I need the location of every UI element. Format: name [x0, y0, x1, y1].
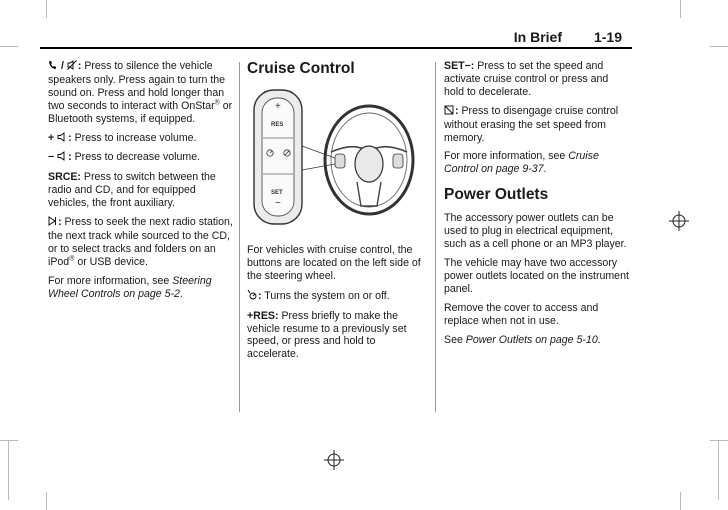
- crop-mark: [680, 0, 681, 18]
- page-number: 1-19: [593, 29, 622, 45]
- crop-mark: [46, 0, 47, 18]
- column-divider: [435, 62, 436, 412]
- seek-paragraph: : Press to seek the next radio station, the next track while sourced to the CD, or to select tracks and folders on an iPod® or USB device.: [48, 216, 233, 268]
- power-paragraph-3: Remove the cover to access and replace when not in use.: [444, 301, 599, 327]
- res-paragraph: +RES: Press briefly to make the vehicle resume to a previously set speed, or press and hold to accelerate.: [247, 309, 407, 361]
- figure-minus-label: −: [275, 198, 281, 209]
- crop-mark: [710, 440, 728, 441]
- speaker-icon: [57, 151, 67, 165]
- more-info-paragraph: For more information, see Cruise Control on page 9-37.: [444, 150, 599, 176]
- crop-mark: [710, 46, 728, 47]
- srce-paragraph: SRCE: Press to switch between the radio and CD, and for equipped vehicles, the front auxiliary.: [48, 171, 216, 210]
- column-middle: [247, 60, 429, 367]
- seek-icon: [48, 216, 57, 230]
- cruise-icon: [247, 289, 257, 304]
- crop-mark: [718, 440, 719, 500]
- cancel-icon: [444, 105, 454, 119]
- page-header: [40, 25, 632, 49]
- mute-icon: [67, 60, 77, 74]
- cruise-control-heading: Cruise Control: [247, 60, 355, 77]
- crop-mark: [8, 440, 9, 500]
- figure-res-label: RES: [271, 122, 284, 128]
- volume-up-paragraph: + : Press to increase volume.: [48, 131, 197, 144]
- crop-mark: [0, 440, 18, 441]
- speaker-icon: [57, 132, 67, 146]
- section-title: In Brief: [513, 29, 562, 45]
- cross-reference-link[interactable]: Cruise Control on page 9-37: [444, 150, 599, 176]
- power-outlets-heading: Power Outlets: [444, 186, 549, 204]
- set-paragraph: SET−: Press to set the speed and activate cruise control or press and hold to decelerate.: [444, 60, 609, 98]
- figure-plus-label: +: [275, 101, 281, 112]
- mute-paragraph: / : Press to silence the vehicle speakers only. Press again to turn the sound on. Press and hold longer than two seconds to interact with OnStar® or Bluetooth systems, if equipped.: [48, 60, 233, 125]
- column-left: [48, 60, 238, 307]
- cross-reference-link[interactable]: Power Outlets on page 5-10: [465, 333, 598, 346]
- see-reference-paragraph: See Power Outlets on page 5-10.: [444, 333, 601, 346]
- registration-target-icon: [669, 211, 689, 231]
- figure-set-label: SET: [271, 190, 283, 196]
- registration-target-icon: [324, 450, 344, 470]
- on-off-paragraph: : Turns the system on or off.: [247, 289, 429, 304]
- cancel-paragraph: : Press to disengage cruise control without erasing the set speed from memory.: [444, 104, 619, 144]
- steering-wheel-figure: [249, 86, 419, 236]
- crop-mark: [680, 492, 681, 510]
- crop-mark: [46, 492, 47, 510]
- cruise-intro-paragraph: For vehicles with cruise control, the buttons are located on the left side of the steering wheel.: [247, 244, 421, 282]
- cross-reference-link[interactable]: Steering Wheel Controls on page 5-2: [48, 274, 212, 300]
- more-info-paragraph: For more information, see Steering Wheel Controls on page 5-2.: [48, 274, 212, 300]
- volume-down-paragraph: − : Press to decrease volume.: [48, 151, 201, 164]
- header-rule: [40, 47, 632, 49]
- phone-icon: [48, 60, 57, 74]
- column-divider: [239, 62, 240, 412]
- column-right: [444, 60, 630, 352]
- power-paragraph-2: The vehicle may have two accessory power outlets located on the instrument panel.: [444, 256, 629, 295]
- crop-mark: [0, 46, 18, 47]
- power-paragraph-1: The accessory power outlets can be used to plug in electrical equipment, such as a cell phone or an MP3 player.: [444, 212, 627, 251]
